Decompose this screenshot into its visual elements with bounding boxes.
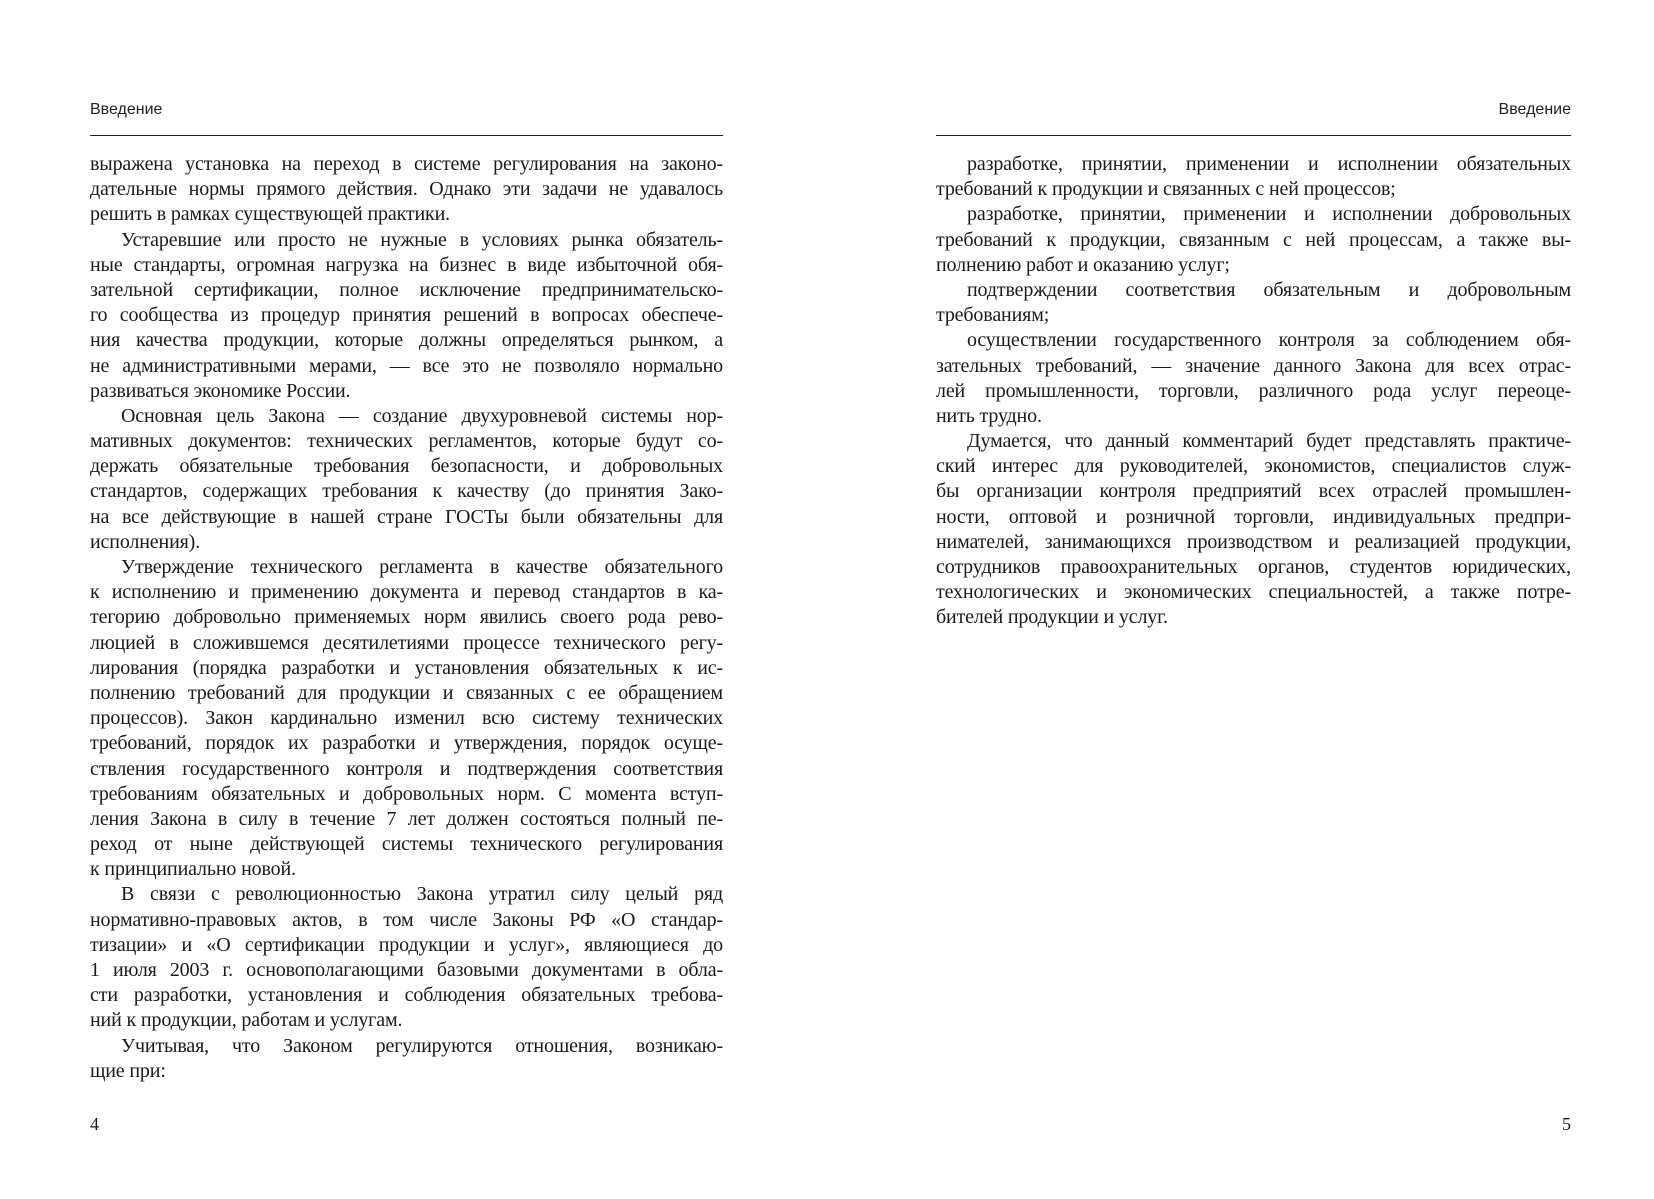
text-line: ности, оптовой и розничной торговли, индивидуальных предпри-: [936, 505, 1571, 528]
text-line: держать обязательные требования безопасности, и добровольных: [90, 455, 723, 478]
text-line: тизации» и «О сертификации продукции и услуг», являющиеся до: [90, 933, 723, 956]
text-line: процессов). Закон кардинально изменил всю систему технических: [90, 707, 723, 730]
text-line: щие при:: [90, 1059, 166, 1082]
text-line: требованиям;: [936, 304, 1050, 327]
header-rule: [90, 135, 723, 136]
text-line: лирования (порядка разработки и установления обязательных к ис-: [90, 656, 723, 679]
text-line: на все действующие в нашей стране ГОСТы были обязательны для: [90, 505, 723, 528]
page-number: 4: [90, 1114, 99, 1134]
text-line: ные стандарты, огромная нагрузка на бизнес в виде избыточной обя-: [90, 253, 723, 276]
text-line: требований, порядок их разработки и утверждения, порядок осуще-: [90, 732, 723, 755]
text-line: ский интерес для руководителей, экономистов, специалистов служ-: [936, 455, 1571, 478]
text-line: технологических и экономических специальностей, а также потре-: [936, 581, 1571, 604]
text-line: 1 июля 2003 г. основополагающими базовыми документами в обла-: [90, 959, 723, 981]
text-line: го сообщества из процедур принятия решений в вопросах обеспече-: [90, 304, 723, 327]
text-line: исполнения).: [90, 530, 201, 553]
text-line: Утверждение технического регламента в качестве обязательного: [121, 556, 723, 578]
text-line: полнению требований для продукции и связанных с ее обращением: [90, 681, 723, 704]
text-line: выражена установка на переход в системе регулирования на законо-: [90, 153, 723, 175]
text-line: требований к продукции, связанным с ней процессам, а также вы-: [936, 228, 1571, 251]
text-line: нормативно-правовых актов, в том числе Законы РФ «О стандар-: [90, 908, 723, 931]
text-line: дательные нормы прямого действия. Однако эти задачи не удавалось: [90, 178, 723, 201]
text-line: лей промышленности, торговли, различного рода услуг переоце-: [936, 379, 1571, 402]
text-line: к принципиально новой.: [90, 858, 296, 881]
right-page: [936, 0, 1571, 1199]
text-line: развиваться экономике России.: [90, 379, 351, 402]
text-line: подтверждении соответствия обязательным и добровольным: [967, 278, 1571, 301]
text-line: разработке, принятии, применении и исполнении добровольных: [967, 203, 1571, 226]
text-line: зательной сертификации, полное исключение предпринимательско-: [90, 278, 723, 301]
text-line: ствления государственного контроля и подтверждения соответствия: [90, 757, 723, 780]
text-line: бителей продукции и услуг.: [936, 606, 1168, 629]
text-line: решить в рамках существующей практики.: [90, 203, 450, 226]
left-page: [90, 0, 723, 1199]
text-line: тегорию добровольно применяемых норм явились своего рода рево-: [90, 606, 723, 629]
text-line: Учитывая, что Законом регулируются отношения, возникаю-: [121, 1034, 723, 1057]
text-line: разработке, принятии, применении и исполнении обязательных: [967, 153, 1571, 175]
text-line: бы организации контроля предприятий всех отраслей промышлен-: [936, 480, 1571, 503]
text-line: нить трудно.: [936, 404, 1042, 427]
text-line: нимателей, занимающихся производством и реализацией продукции,: [936, 530, 1571, 553]
body-text: [90, 152, 723, 1084]
body-text: [936, 152, 1571, 631]
text-line: ления Закона в силу в течение 7 лет должен состояться полный пе-: [90, 807, 723, 830]
text-line: требованиям обязательных и добровольных норм. С момента вступ-: [90, 782, 723, 805]
text-line: люцией в сложившемся десятилетиями процессе технического регу-: [90, 631, 723, 654]
text-line: сти разработки, установления и соблюдения обязательных требова-: [90, 984, 723, 1007]
text-line: требований к продукции и связанных с ней процессов;: [936, 178, 1396, 201]
text-line: мативных документов: технических регламентов, которые будут со-: [90, 430, 723, 453]
running-head: Введение: [90, 101, 163, 118]
page-number: 5: [1562, 1114, 1571, 1134]
text-line: В связи с революционностью Закона утратил силу целый ряд: [121, 883, 723, 906]
text-line: Основная цель Закона — создание двухуровневой системы нор-: [121, 404, 723, 427]
text-line: зательных требований, — значение данного Закона для всех отрас-: [936, 354, 1571, 377]
text-line: не административными мерами, — все это не позволяло нормально: [90, 354, 723, 377]
text-line: реход от ныне действующей системы технического регулирования: [90, 833, 723, 856]
header-rule: [936, 135, 1571, 136]
text-line: ний к продукции, работам и услугам.: [90, 1009, 403, 1032]
text-line: сотрудников правоохранительных органов, студентов юридических,: [936, 556, 1571, 578]
text-line: к исполнению и применению документа и перевод стандартов в ка-: [90, 581, 723, 604]
text-line: Думается, что данный комментарий будет представлять практиче-: [967, 430, 1571, 453]
text-line: ния качества продукции, которые должны определяться рынком, а: [90, 329, 723, 352]
text-line: Устаревшие или просто не нужные в условиях рынка обязатель-: [121, 228, 723, 251]
text-line: полнению работ и оказанию услуг;: [936, 253, 1230, 276]
text-line: осуществлении государственного контроля за соблюдением обя-: [967, 329, 1571, 352]
running-head: Введение: [1498, 101, 1571, 118]
text-line: стандартов, содержащих требования к качеству (до принятия Зако-: [90, 480, 723, 503]
